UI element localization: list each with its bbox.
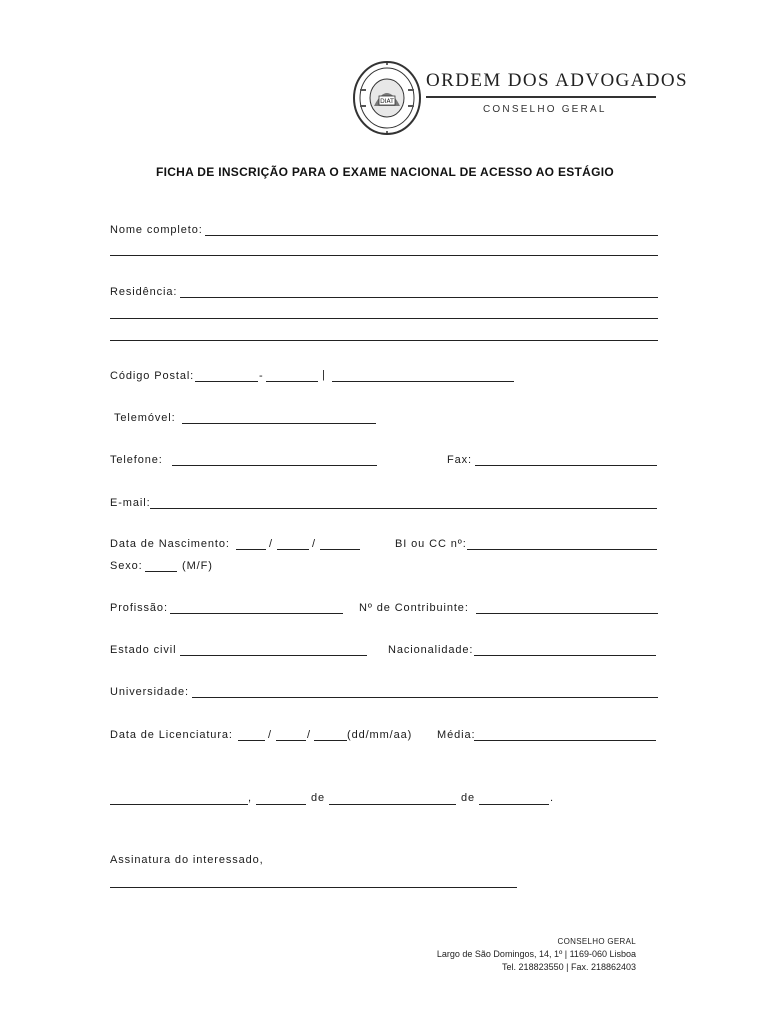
label-data-licenciatura: Data de Licenciatura: [110, 729, 233, 741]
label-universidade: Universidade: [110, 686, 189, 698]
field-universidade[interactable] [192, 697, 658, 698]
field-residencia[interactable] [180, 297, 658, 298]
field-nome-line2[interactable] [110, 255, 658, 256]
field-cp-part2[interactable] [266, 381, 318, 382]
org-name: ORDEM DOS ADVOGADOS [426, 70, 689, 91]
field-telemovel[interactable] [182, 423, 376, 424]
sexo-hint: (M/F) [182, 560, 213, 572]
field-bi[interactable] [467, 549, 657, 550]
label-email: E-mail: [110, 497, 151, 509]
org-divider [426, 96, 656, 98]
label-estado-civil: Estado civil [110, 644, 177, 656]
label-data-nascimento: Data de Nascimento: [110, 538, 230, 550]
field-estado-civil[interactable] [180, 655, 367, 656]
label-telefone: Telefone: [110, 454, 163, 466]
field-local[interactable] [110, 804, 248, 805]
field-fax[interactable] [475, 465, 657, 466]
field-cp-part1[interactable] [195, 381, 258, 382]
field-telefone[interactable] [172, 465, 377, 466]
label-bi: BI ou CC nº: [395, 538, 467, 550]
field-lic-mes[interactable] [276, 740, 306, 741]
label-de-1: de [311, 792, 326, 804]
date-slash: / [269, 538, 273, 550]
field-nasc-mes[interactable] [277, 549, 309, 550]
cp-separator: | [322, 369, 326, 381]
form-title: FICHA DE INSCRIÇÃO PARA O EXAME NACIONAL DE ACESSO AO ESTÁGIO [155, 165, 615, 179]
label-de-2: de [461, 792, 476, 804]
field-nasc-ano[interactable] [320, 549, 360, 550]
field-nome[interactable] [205, 235, 658, 236]
label-media: Média: [437, 729, 476, 741]
field-localidade[interactable] [332, 381, 514, 382]
footer-address-line: Largo de São Domingos, 14, 1º | 1169-060 Lisboa [436, 949, 636, 959]
field-assinatura[interactable] [110, 887, 517, 888]
field-dia[interactable] [256, 804, 306, 805]
field-mes[interactable] [329, 804, 456, 805]
footer-contact-line: Tel. 218823550 | Fax. 218862403 [502, 962, 636, 972]
field-residencia-line3[interactable] [110, 340, 658, 341]
label-profissao: Profissão: [110, 602, 168, 614]
field-profissao[interactable] [170, 613, 343, 614]
seal-logo [352, 60, 422, 136]
date-slash: / [307, 729, 311, 741]
label-codigo-postal: Código Postal: [110, 370, 195, 382]
field-email[interactable] [150, 508, 657, 509]
field-lic-dia[interactable] [238, 740, 265, 741]
cp-dash: - [259, 370, 264, 382]
label-sexo: Sexo: [110, 560, 143, 572]
label-fax: Fax: [447, 454, 472, 466]
footer-org: CONSELHO GERAL [557, 937, 636, 946]
field-lic-ano[interactable] [314, 740, 347, 741]
field-sexo[interactable] [145, 571, 177, 572]
org-subtitle: CONSELHO GERAL [483, 104, 607, 115]
field-contribuinte[interactable] [476, 613, 658, 614]
label-nacionalidade: Nacionalidade: [388, 644, 474, 656]
label-nome: Nome completo: [110, 224, 203, 236]
field-nacionalidade[interactable] [474, 655, 656, 656]
date-slash: / [268, 729, 272, 741]
field-ano[interactable] [479, 804, 549, 805]
field-residencia-line2[interactable] [110, 318, 658, 319]
label-assinatura: Assinatura do interessado, [110, 854, 264, 866]
label-residencia: Residência: [110, 286, 178, 298]
date-comma: , [248, 792, 252, 804]
label-contribuinte: Nº de Contribuinte: [359, 602, 469, 614]
field-media[interactable] [474, 740, 656, 741]
date-format-hint: (dd/mm/aa) [347, 729, 413, 741]
footer-address [437, 935, 636, 974]
seal-center-text: DIAT [380, 98, 394, 105]
date-slash: / [312, 538, 316, 550]
field-nasc-dia[interactable] [236, 549, 266, 550]
date-period: . [550, 792, 554, 804]
label-telemovel: Telemóvel: [114, 412, 176, 424]
